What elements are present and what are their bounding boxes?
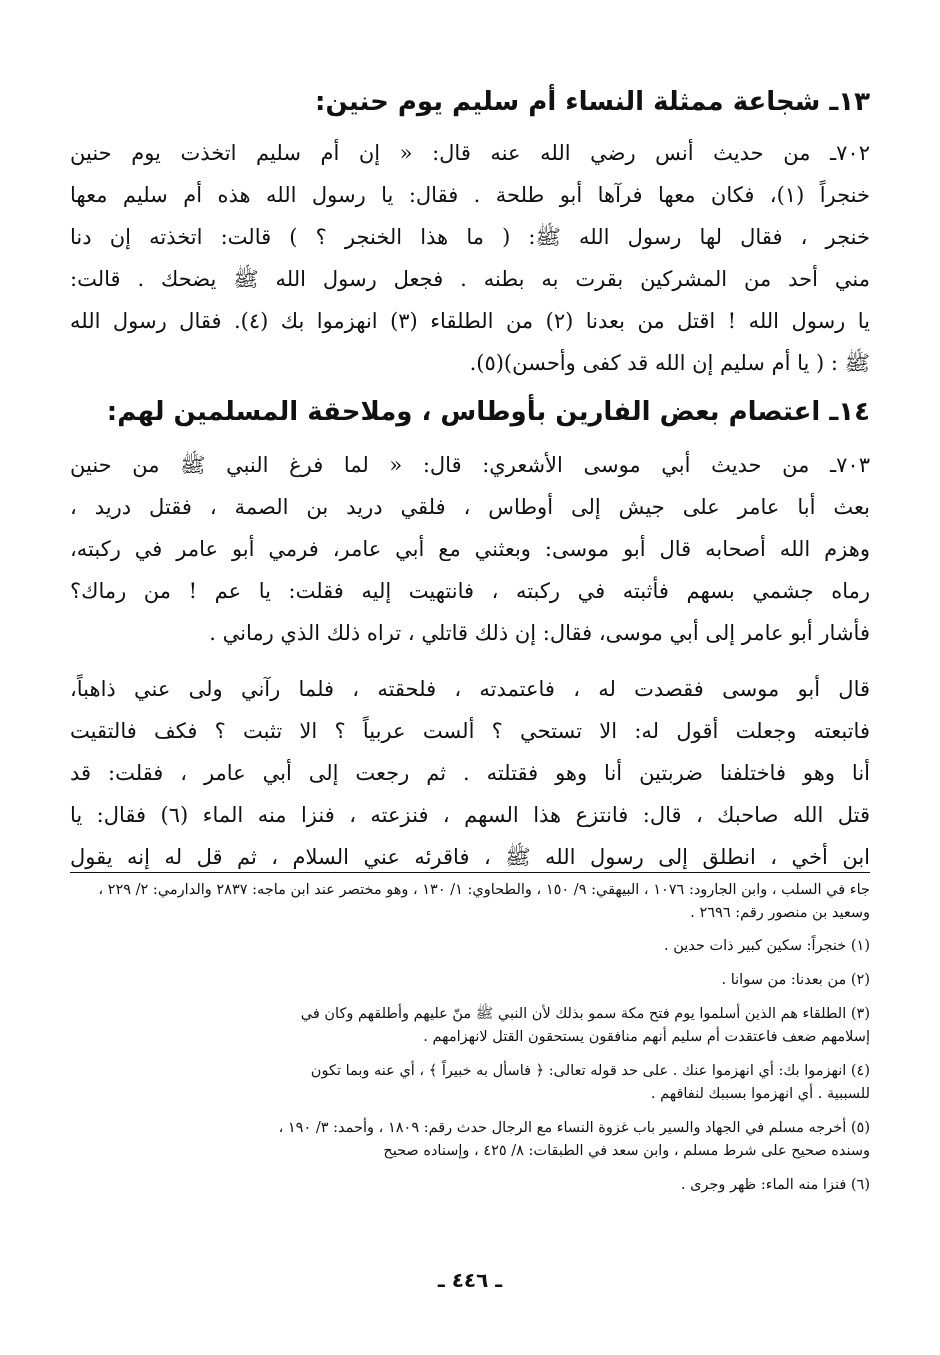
footnote-2	[70, 969, 870, 992]
section-heading-13: ١٣ـ شجاعة ممثلة النساء أم سليم يوم حنين:	[315, 87, 870, 117]
text-line: بعث أبا عامر على جيش إلى أوطاس ، فلقي دريد بن الصمة ، فقتل دريد ،	[70, 495, 870, 519]
footnote-line: ابن ماجه: ٢٨٣٧ والدارمي: ٢/ ٢٢٩ ، وسعيد بن منصور رقم: ٢٦٩٦ .	[98, 882, 870, 921]
footnote-divider	[70, 872, 870, 873]
footnote-line: إسلامهم ضعف فاعتقدت أم سليم أنهم منافقون يستحقون القتل لانهزامهم .	[423, 1029, 870, 1045]
footnote-line: (٢) من بعدنا: من سوانا .	[721, 972, 870, 988]
text-line: خنجراً (١)، فكان معها فرآها أبو طلحة . فقال: يا رسول الله هذه أم سليم معها	[70, 183, 870, 207]
footnote-line: وسنده صحيح على شرط مسلم ، وابن سعد في الطبقات: ٨/ ٤٢٥ ، وإسناده صحيح	[383, 1143, 870, 1159]
text-line: ﷺ : ( يا أم سليم إن الله قد كفى وأحسن)(٥).	[469, 351, 870, 375]
footnote-line: (٥) أخرجه مسلم في الجهاد والسير باب غزوة النساء مع الرجال حدث رقم: ١٨٠٩ ، وأحمد: ٣/ ١٩٠ ،	[278, 1120, 870, 1136]
text-line: فاتبعته وجعلت أقول له: الا تستحي ؟ ألست عربياً ؟ الا تثبت ؟ فكف فالتقيت	[70, 719, 870, 743]
hadith-703-paragraph	[70, 444, 870, 654]
text-line: ابن أخي ، انطلق إلى رسول الله ﷺ ، فاقرئه عني السلام ، ثم قل له إنه يقول	[70, 845, 870, 869]
text-line: قال أبو موسى فقصدت له ، فاعتمدته ، فلحقته ، فلما رآني ولى عني ذاهباً،	[70, 677, 870, 701]
text-line: خنجر ، فقال لها رسول الله ﷺ: ( ما هذا الخنجر ؟ ) قالت: اتخذته إن دنا	[70, 225, 870, 249]
footnote-line: (٤) انهزموا بك: أي انهزموا عنك . على حد قوله تعالى: ﴿ فاسأل به خبيراً ﴾ ، أي عنه وبما تكون	[310, 1063, 870, 1079]
footnote-3	[70, 1003, 870, 1049]
footnote-line: (٦) فنزا منه الماء: ظهر وجرى .	[680, 1177, 870, 1193]
footnote-line: (١) خنجراً: سكين كبير ذات حدين .	[663, 938, 870, 954]
hadith-702-paragraph	[70, 132, 870, 384]
footnote-1	[70, 935, 870, 958]
text-line: مني أحد من المشركين بقرت به بطنه . فجعل رسول الله ﷺ يضحك . قالت:	[70, 267, 870, 291]
text-line: فأشار أبو عامر إلى أبي موسى، فقال: إن ذلك قاتلي ، تراه ذلك الذي رماني .	[209, 621, 870, 645]
footnote-6	[70, 1174, 870, 1197]
text-line: يا رسول الله ! اقتل من بعدنا (٢) من الطلقاء (٣) انهزموا بك (٤). فقال رسول الله	[70, 309, 870, 333]
main-text	[70, 80, 870, 878]
footnote-5	[70, 1117, 870, 1163]
footnotes	[70, 872, 870, 1208]
footnote-continuation	[70, 879, 870, 925]
section-heading-14: ١٤ـ اعتصام بعض الفارين بأوطاس ، وملاحقة المسلمين لهم:	[106, 397, 870, 427]
footnote-4	[70, 1060, 870, 1106]
text-line: قتل الله صاحبك ، قال: فانتزع هذا السهم ، فنزعته ، فنزا منه الماء (٦) فقال: يا	[70, 803, 870, 827]
page-number: ـ ٤٤٦ ـ	[437, 1268, 503, 1292]
text-line: ٧٠٢ـ من حديث أنس رضي الله عنه قال: « إن أم سليم اتخذت يوم حنين	[70, 141, 870, 165]
hadith-703-continuation-paragraph	[70, 668, 870, 878]
text-line: أنا وهو فاختلفنا ضربتين أنا وهو فقتلته . ثم رجعت إلى أبي عامر ، فقلت: قد	[70, 761, 870, 785]
footnote-line: (٣) الطلقاء هم الذين أسلموا يوم فتح مكة سمو بذلك لأن النبي ﷺ منّ عليهم وأطلقهم وكان في	[300, 1006, 870, 1022]
text-line: رماه جشمي بسهم فأثبته في ركبته ، فانتهيت إليه فقلت: يا عم ! من رماك؟	[70, 579, 870, 603]
text-line: وهزم الله أصحابه قال أبو موسى: وبعثني مع أبي عامر، فرمي أبو عامر في ركبته،	[70, 537, 870, 561]
footnote-line: للسببية . أي انهزموا بسببك لنفاقهم .	[650, 1086, 870, 1102]
text-line: ٧٠٣ـ من حديث أبي موسى الأشعري: قال: « لما فرغ النبي ﷺ من حنين	[70, 453, 870, 477]
footnote-line: جاء في السلب ، وابن الجارود: ١٠٧٦ ، البيهقي: ٩/ ١٥٠ ، والطحاوي: ١/ ١٣٠ ، وهو مختصر عند	[314, 882, 870, 898]
